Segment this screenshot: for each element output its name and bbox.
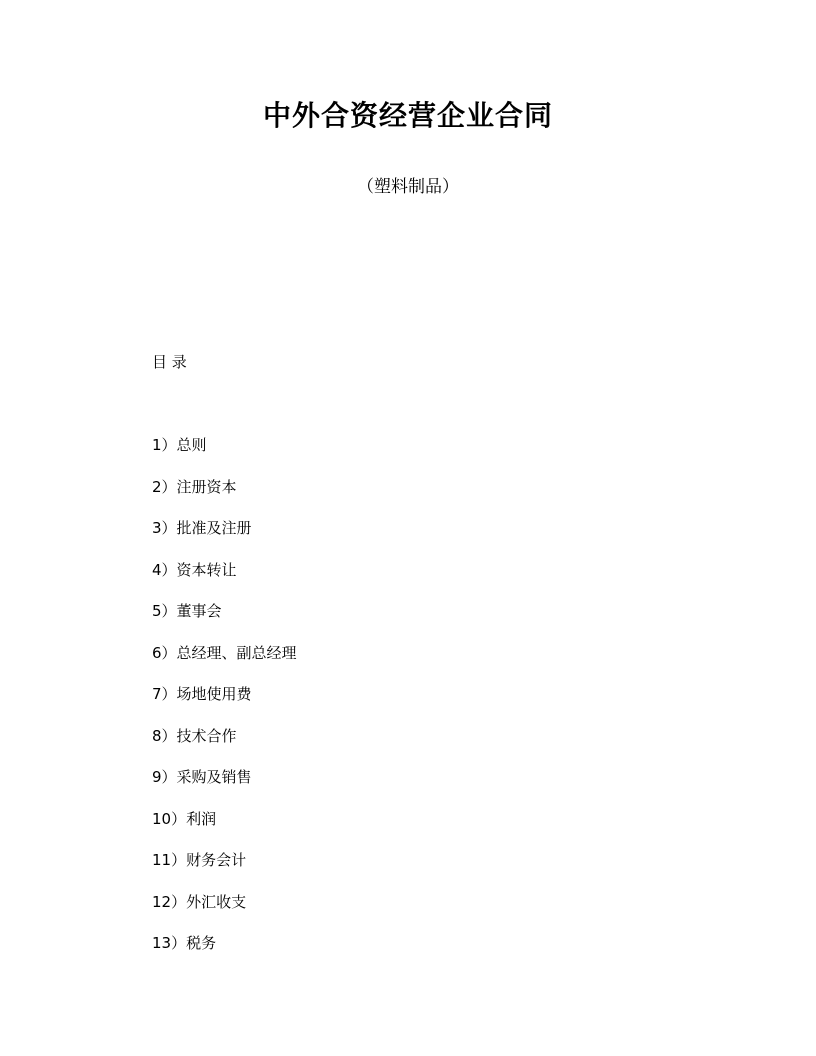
document-subtitle: （塑料制品）: [357, 177, 459, 197]
toc-item: 3）批准及注册: [152, 519, 252, 537]
toc-heading: 目 录: [152, 353, 187, 371]
toc-item: 6）总经理、副总经理: [152, 643, 297, 662]
table-of-contents: [152, 434, 297, 974]
toc-item: 4）资本转让: [152, 560, 237, 579]
toc-item: 1）总则: [152, 436, 207, 454]
toc-item: 8）技术合作: [152, 726, 237, 745]
toc-item: 7）场地使用费: [152, 685, 252, 703]
toc-item: 11）财务会计: [152, 851, 247, 869]
toc-item: 10）利润: [152, 809, 217, 828]
toc-item: 2）注册资本: [152, 477, 237, 496]
toc-item: 13）税务: [152, 934, 217, 952]
toc-item: 12）外汇收支: [152, 892, 247, 911]
toc-item: 9）采购及销售: [152, 768, 252, 786]
toc-item: 5）董事会: [152, 602, 222, 620]
document-title: 中外合资经营企业合同: [262, 99, 553, 132]
